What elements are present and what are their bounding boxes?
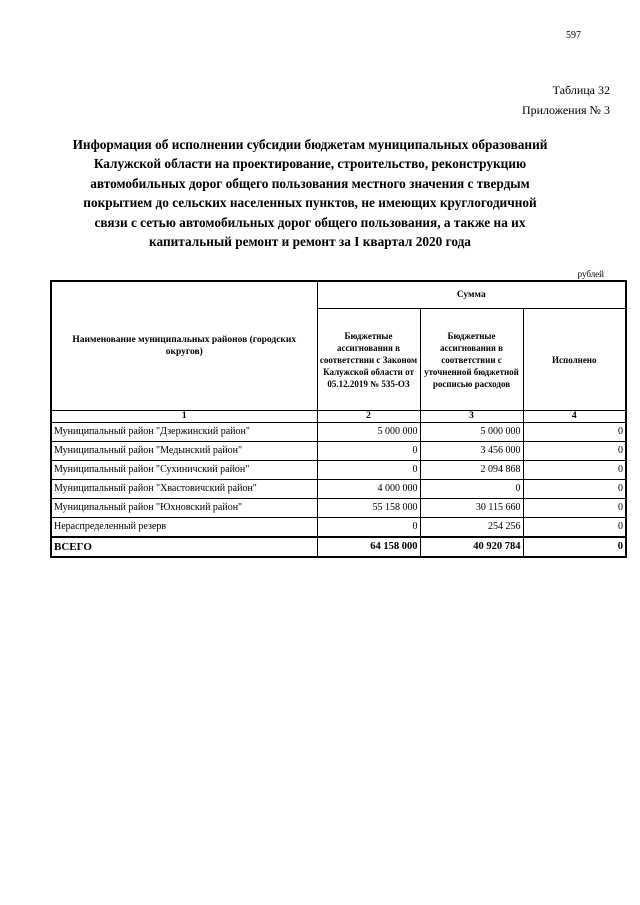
executed-amount: 0 [523, 423, 626, 442]
table-label: Таблица 32 [552, 83, 610, 97]
executed-amount: 0 [523, 442, 626, 461]
total-executed: 0 [523, 537, 626, 557]
table-row [51, 518, 626, 538]
law-allocation: 55 158 000 [317, 499, 420, 518]
updated-allocation: 3 456 000 [420, 442, 523, 461]
column-index: 4 [523, 411, 626, 423]
law-allocation: 5 000 000 [317, 423, 420, 442]
updated-allocation: 2 094 868 [420, 461, 523, 480]
table-row [51, 480, 626, 499]
appendix-label: Приложения № 3 [521, 103, 610, 117]
table-row [51, 499, 626, 518]
column-index: 3 [420, 411, 523, 423]
appendix-reference [0, 80, 610, 120]
header-law-allocations: Бюджетные ассигнования в соответствии с Законом Калужской области от 05.12.2019 № 535-ОЗ [317, 309, 420, 411]
law-allocation: 0 [317, 442, 420, 461]
document-title: Информация об исполнении субсидии бюджетам муниципальных образований Калужской области на проектирование, строительство, реконструкцию автомобильных дорог общего пользования местного значения с твердым покрытием до сельских населенных пунктов, не имеющих круглогодичной связи с сетью автомобильных дорог общего пользования, а также на их капитальный ремонт и ремонт за I квартал 2020 года [72, 137, 548, 250]
total-law-allocation: 64 158 000 [317, 537, 420, 557]
table-row [51, 423, 626, 442]
total-label: ВСЕГО [51, 537, 317, 557]
updated-allocation: 0 [420, 480, 523, 499]
executed-amount: 0 [523, 461, 626, 480]
updated-allocation: 254 256 [420, 518, 523, 538]
column-index: 2 [317, 411, 420, 423]
executed-amount: 0 [523, 518, 626, 538]
executed-amount: 0 [523, 499, 626, 518]
updated-allocation: 5 000 000 [420, 423, 523, 442]
district-name: Нераспределенный резерв [51, 518, 317, 538]
district-name: Муниципальный район "Медынский район" [51, 442, 317, 461]
header-sum: Сумма [317, 281, 626, 309]
report-table [50, 280, 627, 558]
table-row [51, 461, 626, 480]
column-index: 1 [51, 411, 317, 423]
law-allocation: 0 [317, 461, 420, 480]
district-name: Муниципальный район "Сухиничский район" [51, 461, 317, 480]
law-allocation: 0 [317, 518, 420, 538]
header-updated-allocations: Бюджетные ассигнования в соответствии с уточненной бюджетной росписью расходов [420, 309, 523, 411]
district-name: Муниципальный район "Юхновский район" [51, 499, 317, 518]
executed-amount: 0 [523, 480, 626, 499]
page-number: 597 [566, 30, 581, 41]
total-updated-allocation: 40 920 784 [420, 537, 523, 557]
total-row [51, 537, 626, 557]
header-executed: Исполнено [523, 309, 626, 411]
updated-allocation: 30 115 660 [420, 499, 523, 518]
district-name: Муниципальный район "Дзержинский район" [51, 423, 317, 442]
table-row [51, 442, 626, 461]
district-name: Муниципальный район "Хвастовичский район" [51, 480, 317, 499]
law-allocation: 4 000 000 [317, 480, 420, 499]
header-district-name: Наименование муниципальных районов (городских округов) [51, 281, 317, 411]
unit-label: рублей [577, 269, 604, 279]
